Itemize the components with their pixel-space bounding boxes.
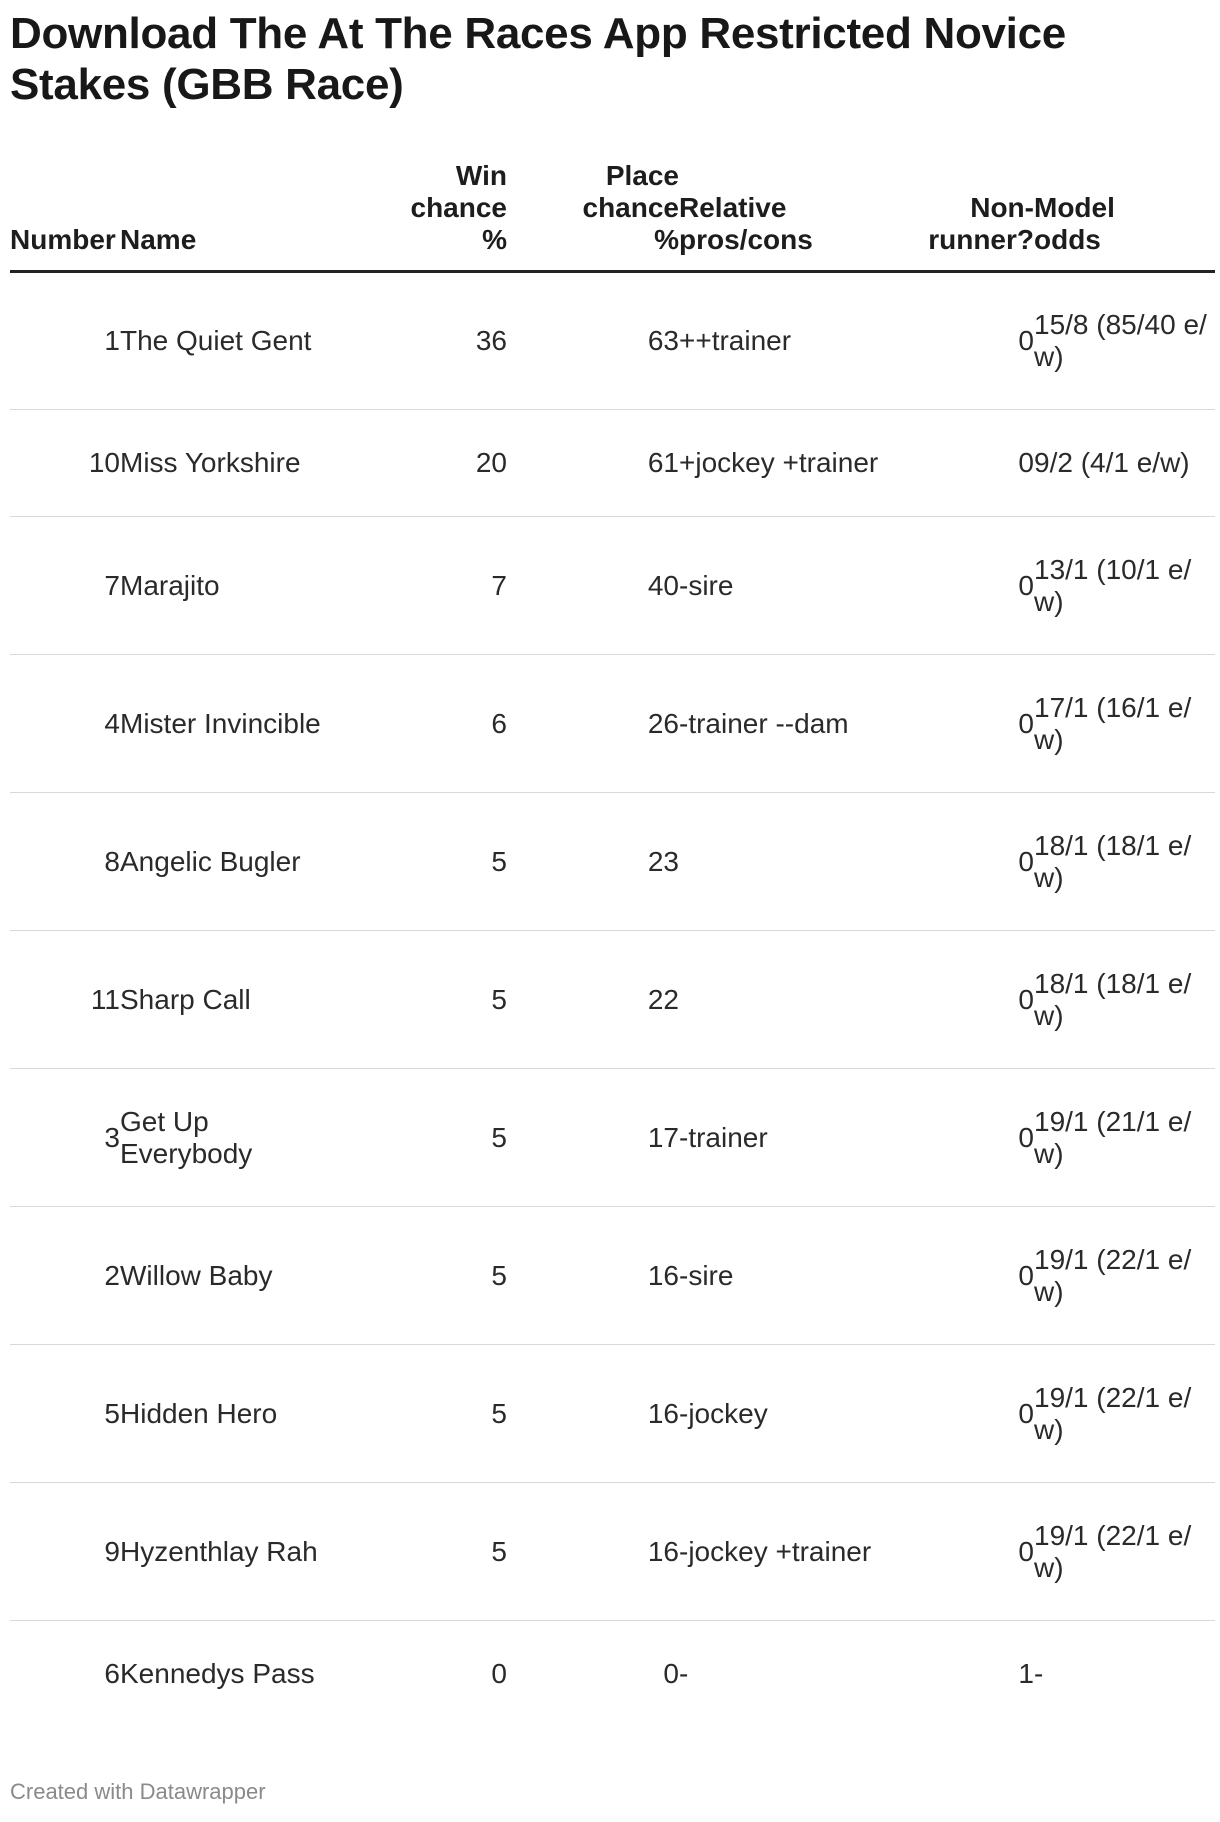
cell-model-odds: 19/1 (21/1 e/w) xyxy=(1034,1069,1215,1207)
cell-pros-cons: -trainer xyxy=(679,1069,897,1207)
cell-pros-cons: ++trainer xyxy=(679,272,897,410)
cell-number: 1 xyxy=(10,272,120,410)
cell-name: Angelic Bugler xyxy=(120,793,335,931)
cell-model-odds: 17/1 (16/1 e/w) xyxy=(1034,655,1215,793)
table-row xyxy=(10,1345,1215,1483)
cell-name: The Quiet Gent xyxy=(120,272,335,410)
table-row xyxy=(10,410,1215,517)
cell-name: Mister Invincible xyxy=(120,655,335,793)
cell-model-odds: 9/2 (4/1 e/w) xyxy=(1034,410,1215,517)
cell-number: 4 xyxy=(10,655,120,793)
cell-pros-cons: -trainer --dam xyxy=(679,655,897,793)
cell-win-chance: 36 xyxy=(335,272,507,410)
cell-pros-cons xyxy=(679,793,897,931)
cell-model-odds: 15/8 (85/40 e/w) xyxy=(1034,272,1215,410)
cell-win-chance: 5 xyxy=(335,931,507,1069)
cell-win-chance: 5 xyxy=(335,793,507,931)
cell-non-runner: 0 xyxy=(897,931,1034,1069)
cell-place-chance: 16 xyxy=(507,1483,679,1621)
cell-name: Willow Baby xyxy=(120,1207,335,1345)
cell-pros-cons: -sire xyxy=(679,517,897,655)
header-row xyxy=(10,160,1215,272)
cell-name: Marajito xyxy=(120,517,335,655)
cell-place-chance: 22 xyxy=(507,931,679,1069)
cell-win-chance: 7 xyxy=(335,517,507,655)
cell-model-odds: 13/1 (10/1 e/w) xyxy=(1034,517,1215,655)
header-non-runner[interactable]: Non-runner? xyxy=(897,160,1034,272)
cell-non-runner: 0 xyxy=(897,793,1034,931)
cell-place-chance: 40 xyxy=(507,517,679,655)
table-row xyxy=(10,1621,1215,1728)
cell-win-chance: 0 xyxy=(491,1658,507,1690)
cell-pros-cons: +jockey +trainer xyxy=(679,410,897,517)
table-row xyxy=(10,655,1215,793)
cell-place-chance: 17 xyxy=(507,1069,679,1207)
cell-pros-cons: -sire xyxy=(679,1207,897,1345)
cell-non-runner: 0 xyxy=(897,517,1034,655)
cell-non-runner: 0 xyxy=(897,1069,1034,1207)
cell-model-odds: 19/1 (22/1 e/w) xyxy=(1034,1345,1215,1483)
cell-model-odds: 19/1 (22/1 e/w) xyxy=(1034,1483,1215,1621)
cell-non-runner: 0 xyxy=(897,1207,1034,1345)
cell-place-chance: 16 xyxy=(507,1345,679,1483)
table-body xyxy=(10,272,1215,1728)
cell-place-chance: 0 xyxy=(663,1658,679,1690)
cell-win-chance: 6 xyxy=(335,655,507,793)
header-name[interactable]: Name xyxy=(120,160,335,272)
table-row xyxy=(10,1069,1215,1207)
cell-model-odds: 18/1 (18/1 e/w) xyxy=(1034,931,1215,1069)
cell-number: 9 xyxy=(10,1483,120,1621)
cell-win-chance: 5 xyxy=(335,1069,507,1207)
cell-pros-cons: -jockey +trainer xyxy=(679,1483,897,1621)
cell-non-runner: 1 xyxy=(1018,1658,1034,1690)
cell-non-runner: 0 xyxy=(897,410,1034,517)
table-row xyxy=(10,517,1215,655)
table-row xyxy=(10,272,1215,410)
cell-model-odds: - xyxy=(1034,1658,1044,1690)
cell-number: 8 xyxy=(10,793,120,931)
cell-place-chance: 23 xyxy=(507,793,679,931)
cell-number: 3 xyxy=(10,1069,120,1207)
cell-number: 10 xyxy=(10,410,120,517)
cell-number: 11 xyxy=(10,931,120,1069)
cell-place-chance: 63 xyxy=(507,272,679,410)
table-row xyxy=(10,931,1215,1069)
cell-number: 2 xyxy=(10,1207,120,1345)
cell-name: Get Up Everybody xyxy=(120,1069,335,1207)
table-row xyxy=(10,793,1215,931)
cell-pros-cons: -jockey xyxy=(679,1345,897,1483)
cell-model-odds: 19/1 (22/1 e/w) xyxy=(1034,1207,1215,1345)
cell-name: Sharp Call xyxy=(120,931,335,1069)
header-win-chance[interactable]: Win chance % xyxy=(335,160,507,272)
cell-place-chance: 16 xyxy=(507,1207,679,1345)
table-title: Download The At The Races App Restricted Novice Stakes (GBB Race) xyxy=(10,9,1066,109)
table-row xyxy=(10,1207,1215,1345)
cell-model-odds: 18/1 (18/1 e/w) xyxy=(1034,793,1215,931)
cell-non-runner: 0 xyxy=(897,1483,1034,1621)
cell-number: 5 xyxy=(10,1345,120,1483)
runners-table xyxy=(10,160,1215,1728)
cell-name: Kennedys Pass xyxy=(120,1658,315,1690)
cell-name: Hidden Hero xyxy=(120,1345,335,1483)
cell-name: Miss Yorkshire xyxy=(120,410,335,517)
header-model-odds[interactable]: Model odds xyxy=(1034,160,1215,272)
header-place-chance[interactable]: Place chance % xyxy=(507,160,679,272)
cell-non-runner: 0 xyxy=(897,655,1034,793)
cell-win-chance: 5 xyxy=(335,1483,507,1621)
footer-credit: Created with Datawrapper xyxy=(10,1779,266,1804)
cell-pros-cons: - xyxy=(679,1658,689,1690)
cell-non-runner: 0 xyxy=(897,272,1034,410)
cell-number: 6 xyxy=(104,1658,120,1690)
cell-name: Hyzenthlay Rah xyxy=(120,1483,335,1621)
cell-non-runner: 0 xyxy=(897,1345,1034,1483)
cell-place-chance: 61 xyxy=(507,410,679,517)
cell-win-chance: 20 xyxy=(335,410,507,517)
cell-place-chance: 26 xyxy=(507,655,679,793)
table-row xyxy=(10,1483,1215,1621)
cell-win-chance: 5 xyxy=(335,1345,507,1483)
cell-number: 7 xyxy=(10,517,120,655)
header-number[interactable]: Number xyxy=(10,160,120,272)
cell-pros-cons xyxy=(679,931,897,1069)
header-pros-cons[interactable]: Relative pros/cons xyxy=(679,160,897,272)
cell-win-chance: 5 xyxy=(335,1207,507,1345)
